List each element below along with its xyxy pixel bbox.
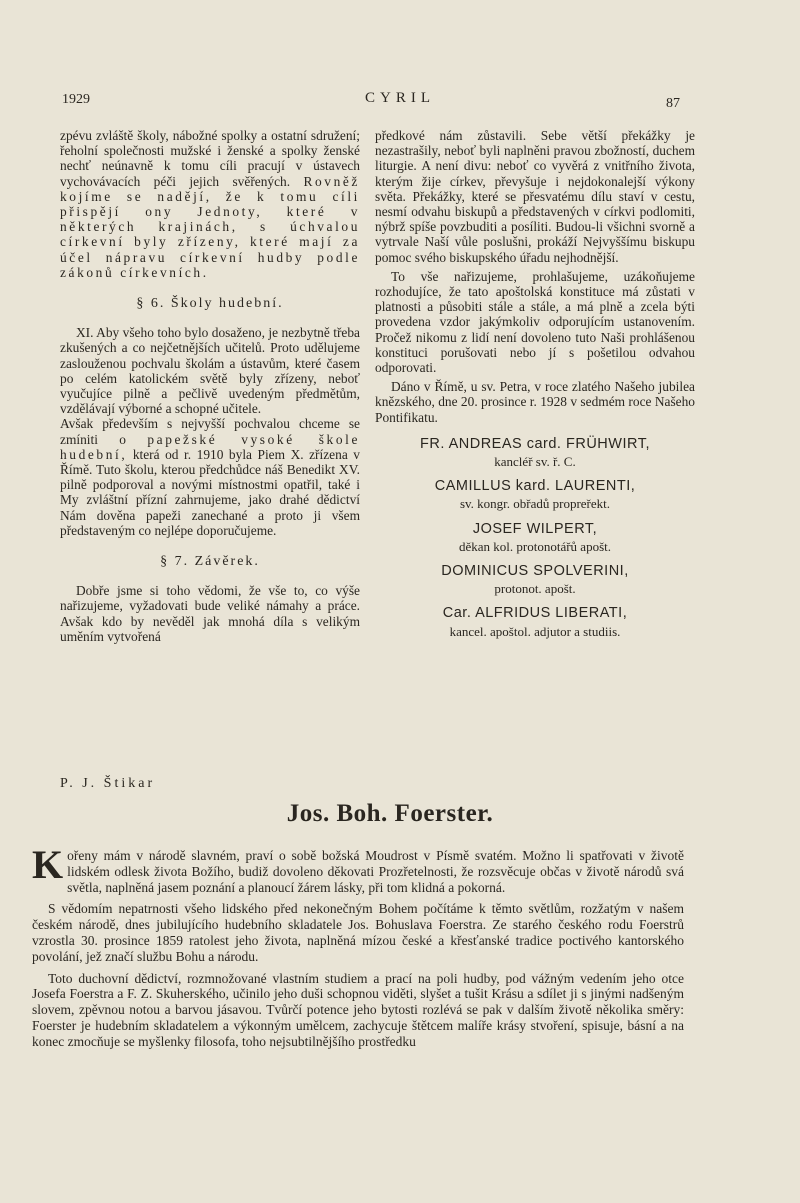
paragraph: Dáno v Římě, u sv. Petra, v roce zlatého Našeho jubilea knězského, dne 20. prosince r. 1928 v sedmém roce Našeho Pontifikatu. [375, 379, 695, 425]
signatory-name: DOMINICUS SPOLVERINI, [441, 563, 629, 580]
right-column [375, 128, 695, 639]
paragraph [60, 128, 360, 280]
signatory [375, 522, 695, 554]
page-header [0, 88, 800, 118]
paragraph: S vědomím nepatrnosti všeho lidského před nekonečným Bohem počítáme k těmto světlům, rozžatým v našem českém národě, dnes jubilujícího hudebního skladatele Jos. Bohuslava Foerstra. Ze starého českého rodu Foerstrů vzrostla 30. prosince 1859 ratolest jeho života, naplněná mízou české a křesťanské tradice poctivého kantorského povolání, jež značí službu Bohu a národu. [32, 901, 684, 964]
paragraph [60, 416, 360, 538]
signatory-role: protonot. apošt. [494, 581, 576, 597]
spaced-text: papežské vysoké škole hudební, [60, 431, 360, 462]
drop-cap: K [32, 842, 64, 887]
signatory [375, 606, 695, 638]
signatory [375, 564, 695, 596]
left-column [60, 128, 360, 644]
paragraph: Dobře jsme si toho vědomi, že vše to, co výše nařizujeme, vyžadovati bude veliké námahy a práce. Avšak kdo by nevěděl jak mnohá díla s velikým uměním vytvořená [60, 583, 360, 644]
paragraph-text: zpévu zvláště školy, nábožné spolky a ostatní sdružení; řeholní společnosti mužské i ženské a spolky ženské nechť neúnavně k tomu cíli pracují v ústavech vychovávacích péči jejich svěřených. [60, 128, 360, 189]
signatory [375, 479, 695, 511]
signatory-name: FR. ANDREAS card. FRÜHWIRT, [420, 435, 650, 452]
paragraph: XI. Aby všeho toho bylo dosaženo, je nezbytně třeba zkušených a co nejčetnějších učitelů. Proto udělujeme zaslouženou pochvalu školám a ústavům, které časem po celém katolickém světě byly zřízeny, neboť vyučujíce pilně a pečlivě uvedeným předmětům, vzdělávají výborné a schopné učitele. [60, 325, 360, 417]
signatory [375, 437, 695, 469]
signatory-role: kancléř sv. ř. C. [494, 454, 576, 470]
signatory-name: Car. ALFRIDUS LIBERATI, [442, 605, 628, 622]
page-number: 87 [666, 96, 680, 111]
paragraph: Toto duchovní dědictví, rozmnožované vlastním studiem a prací na poli hudby, pod vážným vedením jeho otce Josefa Foerstra a F. Z. Skuherského, učinilo jeho duši schopnou viděti, slyšet a tušit Krásu a sdílet ji s jinými nadšeným slovem, zpěvnou notou a barvou jásavou. Tvůrčí potence jeho bytosti rozlévá se pak v dalším životě několika směry: Foerster je hudebním skladatelem a výkonným umělcem, zachycuje štětcem malíře krásy stvoření, spisuje, básní a na konec zmocňuje se myšlenky filosofa, toho nejsubtilnějšího prostředku [32, 970, 684, 1049]
article-body [32, 842, 684, 1056]
section-heading: § 6. Školy hudební. [136, 296, 284, 312]
paragraph-text: která od r. 1910 byla Piem X. zřízena v Římě. Tuto školu, kterou předchůdce náš Benedikt XV. pilně podporoval a novými místnostmi opatřil, také i My zvláštní přízní zahrnujeme, jako drahé dědictví Nám dověna papeži zanechané a proto ji všem představeným co nejlépe doporučujeme. [60, 446, 360, 538]
article-title: Jos. Boh. Foerster. [286, 800, 494, 827]
paragraph-text: Avšak především s nejvyšší pochvalou chceme se zmíniti o [60, 416, 360, 447]
header-year: 1929 [62, 92, 90, 107]
signatory-role: děkan kol. protonotářů apošt. [459, 538, 611, 554]
running-title: CYRIL [365, 90, 435, 106]
signatory-role: sv. kongr. obřadů propreřekt. [459, 496, 611, 512]
spaced-text: Rovněž kojíme se nadějí, že k tomu cíli přispějí ony Jednoty, které v některých krajinách, s úchvalou církevní byly zřízeny, které mají za účel nápravu církevní hudby podle zákonů církevních. [60, 173, 360, 280]
signatory-role: kancel. apoštol. adjutor a studiis. [449, 623, 621, 639]
paragraph-text: ořeny mám v národě slavném, praví o sobě božská Moudrost v Písmě svatém. Možno li spatřovati v životě lidském odlesk života Božího, budiž dovoleno děkovati Prozřetelnosti, že rozsvěcuje občas v životě národů svá světla, naplněná jasem poznání a planoucí žárem lásky, při tom klidná a pokorná. [67, 848, 684, 895]
signatory-name: JOSEF WILPERT, [472, 520, 598, 537]
signatory-name: CAMILLUS kard. LAURENTI, [434, 478, 636, 495]
paragraph: předkové nám zůstavili. Sebe větší překážky je nezastrašily, neboť byli naplněni pravou zbožností, duchem liturgie. A není divu: neboť co vyvěrá z vnitřního života, kterým žije církev, převyšuje i nejdokonalejší výkony světa. Překážky, které se přesvatému dílu staví v cestu, nesmí odvahu biskupů a představených v církvi podlomiti, nýbrž spíše povzbuditi a posíliti. Budou-li všichni svorně a vytrvale Naší vůle poslušni, prokáží Nejvyššímu biskupu pomoc svého biskupského úřadu nejhodnější. [375, 128, 695, 265]
paragraph: To vše nařizujeme, prohlašujeme, uzákoňujeme rozhodujíce, že tato apoštolská konstituce má zůstati v platnosti a působiti stále a stále, a má plně a zcela býti provedena vzdor jakýmkoliv odporujícím ustanovením. Pročež nikomu z lidí není dovoleno tuto Naši prohlášenou konstituci porušovati nebo jí s pošetilou odvahou odporovati. [375, 268, 695, 376]
paragraph [32, 842, 684, 895]
section-heading: § 7. Závěrek. [160, 554, 260, 570]
article-author: P. J. Štikar [60, 776, 156, 791]
